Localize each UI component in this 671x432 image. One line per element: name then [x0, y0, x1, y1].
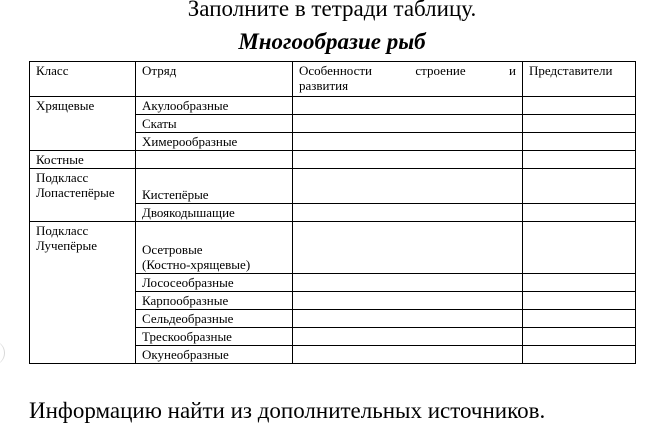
order-cell [136, 222, 293, 274]
order-cell: Кистепёрые [136, 169, 293, 204]
class-subclass-name: Лучепёрые [36, 238, 98, 253]
footer-note: Информацию найти из дополнительных источников. [29, 398, 546, 423]
class-subclass-name: Лопастепёрые [36, 185, 115, 200]
features-cell[interactable] [293, 151, 523, 169]
table-row [30, 169, 636, 204]
order-cell: Химерообразные [136, 133, 293, 151]
features-cell[interactable] [293, 274, 523, 292]
order-cell: Трескообразные [136, 328, 293, 346]
class-cell-cartilaginous: Хрящевые [30, 97, 136, 151]
header-features [293, 62, 523, 97]
representatives-cell[interactable] [523, 346, 636, 364]
representatives-cell[interactable] [523, 133, 636, 151]
features-cell[interactable] [293, 169, 523, 204]
representatives-cell[interactable] [523, 169, 636, 204]
order-cell[interactable] [136, 151, 293, 169]
representatives-cell[interactable] [523, 310, 636, 328]
class-cell-lobe-finned [30, 169, 136, 222]
header-class: Класс [30, 62, 136, 97]
class-cell-bony: Костные [30, 151, 136, 169]
instruction-text: Заполните в тетради таблицу. [187, 0, 477, 21]
features-cell[interactable] [293, 222, 523, 274]
header-features-word-2: строение [415, 63, 466, 78]
features-cell[interactable] [293, 328, 523, 346]
features-cell[interactable] [293, 292, 523, 310]
order-cell: Сельдеобразные [136, 310, 293, 328]
representatives-cell[interactable] [523, 97, 636, 115]
header-order: Отряд [136, 62, 293, 97]
table-row [30, 151, 636, 169]
order-cell: Лососеобразные [136, 274, 293, 292]
features-cell[interactable] [293, 97, 523, 115]
features-cell[interactable] [293, 204, 523, 222]
order-cell: Скаты [136, 115, 293, 133]
representatives-cell[interactable] [523, 328, 636, 346]
representatives-cell[interactable] [523, 115, 636, 133]
representatives-cell[interactable] [523, 204, 636, 222]
order-cell: Окунеобразные [136, 346, 293, 364]
page-edge-tab [0, 341, 5, 365]
fish-diversity-table [29, 61, 636, 364]
order-cell: Карпообразные [136, 292, 293, 310]
order-name: Осетровые [142, 242, 203, 257]
features-cell[interactable] [293, 115, 523, 133]
header-representatives: Представители [523, 62, 636, 97]
order-subname: (Костно-хрящевые) [142, 257, 251, 272]
table-row [30, 97, 636, 115]
representatives-cell[interactable] [523, 292, 636, 310]
representatives-cell[interactable] [523, 222, 636, 274]
class-subclass-label: Подкласс [36, 170, 89, 185]
table-title: Многообразие рыб [238, 29, 426, 54]
representatives-cell[interactable] [523, 274, 636, 292]
class-cell-ray-finned [30, 222, 136, 364]
features-cell[interactable] [293, 310, 523, 328]
order-cell: Двоякодышащие [136, 204, 293, 222]
class-subclass-label: Подкласс [36, 223, 89, 238]
header-row [30, 62, 636, 97]
features-cell[interactable] [293, 346, 523, 364]
header-features-word-3: и [509, 63, 516, 78]
order-cell: Акулообразные [136, 97, 293, 115]
header-features-word-1: Особенности [299, 63, 373, 78]
table-row [30, 222, 636, 274]
representatives-cell[interactable] [523, 151, 636, 169]
header-features-word-4: развития [299, 78, 349, 93]
features-cell[interactable] [293, 133, 523, 151]
